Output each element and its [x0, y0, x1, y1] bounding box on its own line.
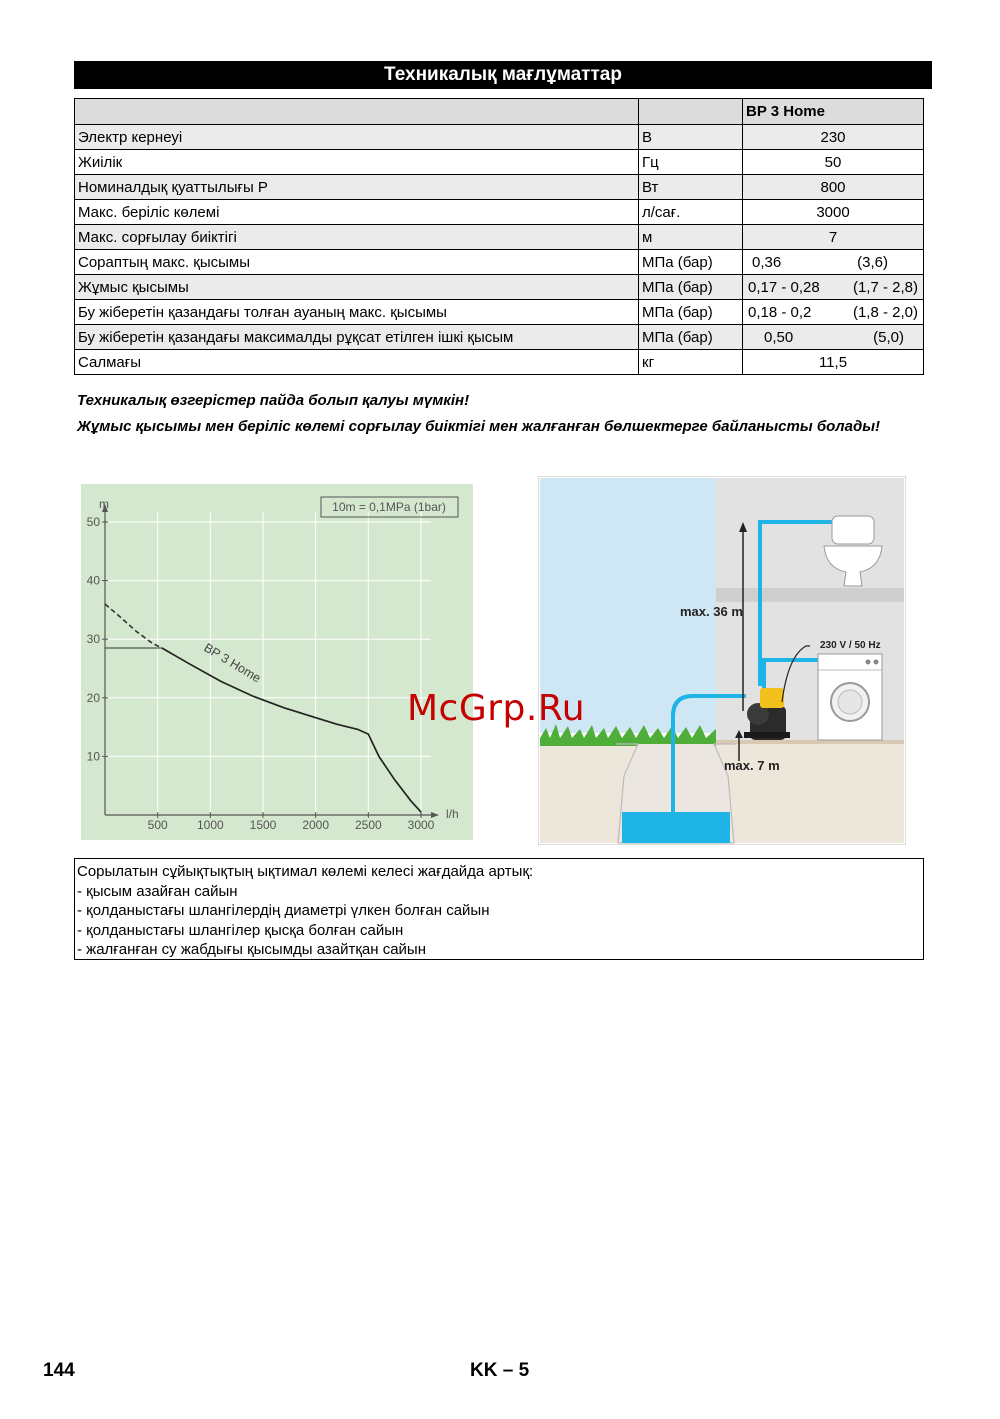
installation-scene: [538, 476, 906, 845]
row-value: [743, 325, 924, 350]
row-unit: кг: [639, 350, 743, 375]
power-label: 230 V / 50 Hz: [820, 640, 881, 651]
table-row: [75, 325, 924, 350]
table-row: [75, 250, 924, 275]
row-label: Макс. сорғылау биіктігі: [75, 225, 639, 250]
value-mpa: 0,36: [752, 253, 782, 271]
row-unit: МПа (бар): [639, 300, 743, 325]
value-bar: (1,7 - 2,8): [852, 278, 918, 296]
note-technical-changes: Техникалық өзгерістер пайда болып қалуы мүмкін!: [77, 392, 470, 409]
table-row: [75, 200, 924, 225]
chart-gridlines: [105, 512, 431, 815]
row-label: Салмағы: [75, 350, 639, 375]
model-name: BP 3 Home: [743, 99, 924, 125]
value-mpa: 0,18 - 0,2: [748, 303, 812, 321]
row-unit: Вт: [639, 175, 743, 200]
row-unit: МПа (бар): [639, 325, 743, 350]
row-value: 7: [743, 225, 924, 250]
section-code: KK – 5: [470, 1360, 530, 1381]
x-tick-label: 500: [147, 818, 168, 832]
value-bar: (3,6): [857, 253, 888, 271]
series-line-dashed: [105, 604, 162, 648]
page-number: 144: [43, 1360, 75, 1381]
row-value: [743, 250, 924, 275]
table-row: [75, 225, 924, 250]
chart-canvas: [81, 484, 473, 840]
table-row: [75, 350, 924, 375]
row-label: Бу жіберетін қазандағы толған ауаның макс. қысымы: [75, 300, 639, 325]
info-line: - қолданыстағы шлангілердің диаметрі үлкен болған сайын: [77, 902, 490, 919]
performance-chart: [81, 484, 473, 840]
well-water: [622, 812, 730, 843]
info-line: - қолданыстағы шлангілер қысқа болған сайын: [77, 921, 404, 939]
max-height-label: max. 36 m: [680, 604, 743, 619]
table-row: [75, 150, 924, 175]
page-title: Техникалық мағлұматтар: [74, 61, 932, 89]
x-tick-label: 2500: [354, 818, 382, 832]
row-label: Сораптың макс. қысымы: [75, 250, 639, 275]
row-label: Электр кернеуі: [75, 125, 639, 150]
row-value: 50: [743, 150, 924, 175]
value-bar: (5,0): [873, 328, 904, 346]
value-mpa: 0,50: [764, 328, 794, 346]
row-value: 230: [743, 125, 924, 150]
y-tick-label: 20: [86, 690, 100, 705]
info-line: - жалғанған су жабдығы қысымды азайтқан сайын: [77, 941, 426, 958]
installation-illustration: [538, 476, 906, 845]
row-unit: Гц: [639, 150, 743, 175]
row-unit: МПа (бар): [639, 250, 743, 275]
series-line-bp3home: [162, 648, 421, 812]
value-mpa: 0,17 - 0,28: [748, 278, 820, 296]
info-line: Сорылатын сұйықтықтың ықтимал көлемі келесі жағдайда артық:: [77, 863, 534, 880]
watermark: McGrp.Ru: [407, 688, 586, 729]
row-unit: л/сағ.: [639, 200, 743, 225]
max-suction-label: max. 7 m: [724, 758, 780, 773]
y-tick-label: 30: [86, 632, 100, 647]
legend-note: 10m = 0,1MPa (1bar): [332, 500, 446, 514]
y-tick-label: 10: [86, 749, 100, 764]
row-value: [743, 275, 924, 300]
info-box: [74, 858, 924, 960]
row-value: [743, 300, 924, 325]
row-label: Бу жіберетін қазандағы максималды рұқсат етілген ішкі қысым: [75, 325, 639, 350]
y-tick-label: 40: [86, 573, 100, 588]
upper-floor: [716, 588, 904, 602]
row-value: 11,5: [743, 350, 924, 375]
y-tick-label: 50: [86, 515, 100, 529]
spec-table: [74, 98, 924, 375]
row-unit: МПа (бар): [639, 275, 743, 300]
row-label: Жұмыс қысымы: [75, 275, 639, 300]
note-pressure-dependency: Жұмыс қысымы мен беріліс көлемі сорғылау биіктігі мен жалғанған бөлшектерге байланысты болады!: [77, 418, 881, 435]
row-unit: м: [639, 225, 743, 250]
table-row: [75, 125, 924, 150]
x-tick-label: 1500: [249, 818, 277, 832]
x-tick-label: 1000: [196, 818, 224, 832]
header-empty-cell: [75, 99, 639, 125]
table-row: [75, 275, 924, 300]
y-axis-label: m: [99, 497, 109, 511]
row-label: Жиілік: [75, 150, 639, 175]
washing-machine-icon: [818, 654, 882, 740]
row-value: 800: [743, 175, 924, 200]
info-line: - қысым азайған сайын: [77, 882, 238, 900]
row-label: Номиналдық қуаттылығы P: [75, 175, 639, 200]
row-unit: В: [639, 125, 743, 150]
table-row: [75, 175, 924, 200]
x-tick-label: 2000: [302, 818, 330, 832]
series-label: BP 3 Home: [201, 640, 264, 686]
row-label: Макс. беріліс көлемі: [75, 200, 639, 225]
table-row: [75, 300, 924, 325]
row-value: 3000: [743, 200, 924, 225]
x-axis-label: l/h: [446, 807, 459, 821]
header-empty-cell: [639, 99, 743, 125]
value-bar: (1,8 - 2,0): [852, 303, 918, 321]
table-header-row: [75, 99, 924, 125]
x-tick-label: 3000: [407, 818, 435, 832]
